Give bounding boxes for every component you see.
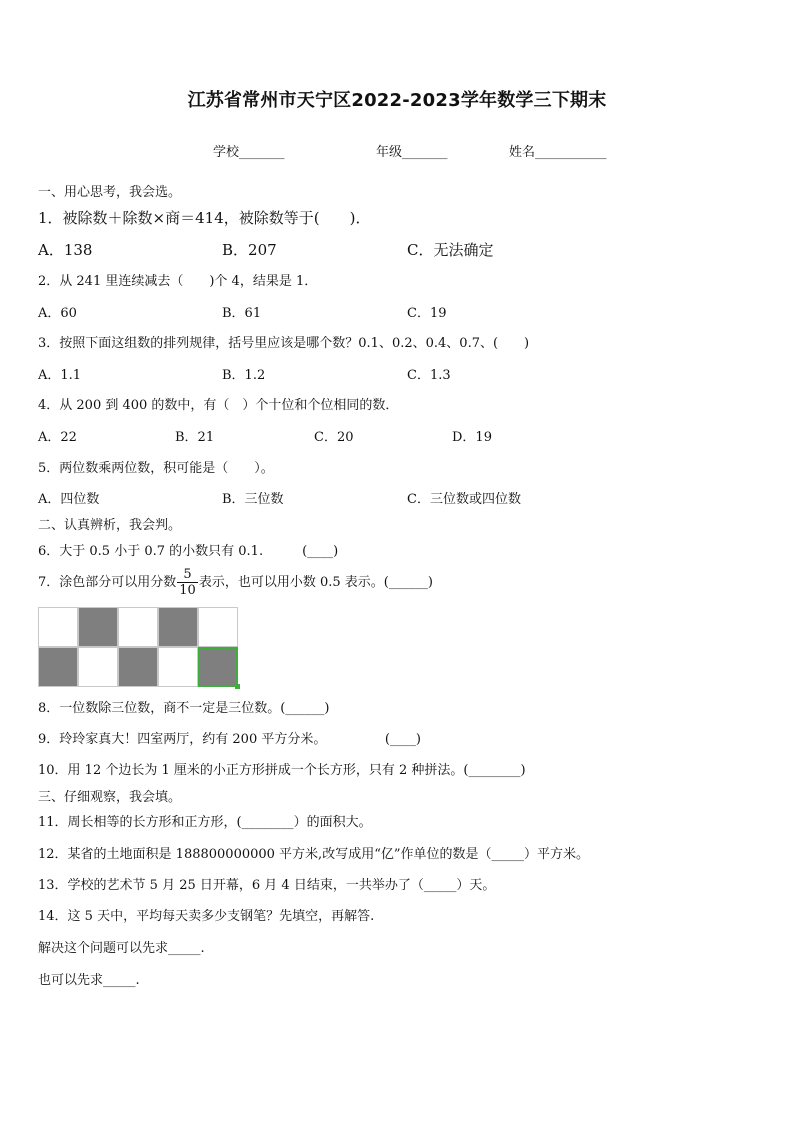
q7-stem <box>38 567 433 598</box>
q4-stem: 4．从 200 到 400 的数中，有（ ）个十位和个位相同的数． <box>38 398 399 413</box>
q7-fraction-denominator: 10 <box>179 583 196 598</box>
q2-option-c: C．19 <box>407 306 447 321</box>
q9-stem: 9．玲玲家真大！四室两厅，约有 200 平方分米。 (____) <box>38 732 421 747</box>
q3-stem: 3．按照下面这组数的排列规律，括号里应该是哪个数？0.1、0.2、0.4、0.7、( ) <box>38 336 530 351</box>
q14-blank-1: 解决这个问题可以先求_____. <box>38 941 205 956</box>
q5-option-c: C．三位数或四位数 <box>407 492 521 507</box>
q5-option-b: B．三位数 <box>222 492 284 507</box>
name-field: 姓名___________ <box>509 145 607 160</box>
q7-text-before: 7．涂色部分可以用分数 <box>38 575 177 590</box>
grid-cell-r2c5-selected[interactable] <box>198 647 238 687</box>
q4-option-d: D．19 <box>452 430 492 445</box>
q8-stem: 8．一位数除三位数，商不一定是三位数。(______) <box>38 701 330 716</box>
q7-text-after: 表示，也可以用小数 0.5 表示。(______) <box>198 575 433 590</box>
q6-stem: 6．大于 0.5 小于 0.7 的小数只有 0.1. (____) <box>38 544 339 559</box>
q7-fraction <box>177 567 198 598</box>
q10-stem: 10．用 12 个边长为 1 厘米的小正方形拼成一个长方形，只有 2 种拼法。(________) <box>38 763 526 778</box>
q1-option-c: C．无法确定 <box>407 241 494 259</box>
q12-stem: 12．某省的土地面积是 188800000000 平方米,改写成用“亿”作单位的数是（_____）平方米。 <box>38 847 589 862</box>
q1-option-a: A．138 <box>38 241 93 259</box>
section2-heading: 二、认真辨析，我会判。 <box>38 518 182 533</box>
grid-cell-r2c1 <box>38 647 78 687</box>
grade-field: 年级_______ <box>376 145 448 160</box>
grid-cell-r1c5 <box>198 607 238 647</box>
grid-cell-r1c4 <box>158 607 198 647</box>
q4-option-c: C．20 <box>314 430 354 445</box>
section1-heading: 一、用心思考，我会选。 <box>38 185 182 200</box>
grid-cell-r1c1 <box>38 607 78 647</box>
q7-fraction-numerator: 5 <box>177 567 198 583</box>
grid-cell-r2c3 <box>118 647 158 687</box>
q5-option-a: A．四位数 <box>38 492 100 507</box>
q3-option-b: B．1.2 <box>222 368 266 383</box>
q2-stem: 2．从 241 里连续减去（ )个 4，结果是 1． <box>38 274 318 289</box>
q2-option-b: B．61 <box>222 306 262 321</box>
grid-cell-r1c2 <box>78 607 118 647</box>
q2-option-a: A．60 <box>38 306 77 321</box>
q5-stem: 5．两位数乘两位数，积可能是（ ）。 <box>38 461 274 476</box>
q14-blank-2: 也可以先求_____. <box>38 973 140 988</box>
q3-option-a: A．1.1 <box>38 368 82 383</box>
shaded-grid-figure <box>38 607 238 687</box>
school-field: 学校_______ <box>213 145 285 160</box>
q1-option-b: B．207 <box>222 241 277 259</box>
page-title: 江苏省常州市天宁区2022-2023学年数学三下期末 <box>187 90 607 111</box>
q4-option-a: A．22 <box>38 430 77 445</box>
q11-stem: 11．周长相等的长方形和正方形，(________）的面积大。 <box>38 815 372 830</box>
section3-heading: 三、仔细观察，我会填。 <box>38 790 182 805</box>
q14-stem: 14．这 5 天中，平均每天卖多少支钢笔？先填空，再解答. <box>38 909 375 924</box>
q3-option-c: C．1.3 <box>407 368 451 383</box>
grid-cell-r1c3 <box>118 607 158 647</box>
q13-stem: 13．学校的艺术节 5 月 25 日开幕，6 月 4 日结束，一共举办了（_____）天。 <box>38 878 496 893</box>
q1-stem: 1．被除数＋除数×商＝414，被除数等于( )． <box>38 209 371 227</box>
grid-cell-r2c4 <box>158 647 198 687</box>
resize-handle[interactable] <box>235 684 240 689</box>
grid-cell-r2c2 <box>78 647 118 687</box>
q4-option-b: B．21 <box>175 430 215 445</box>
